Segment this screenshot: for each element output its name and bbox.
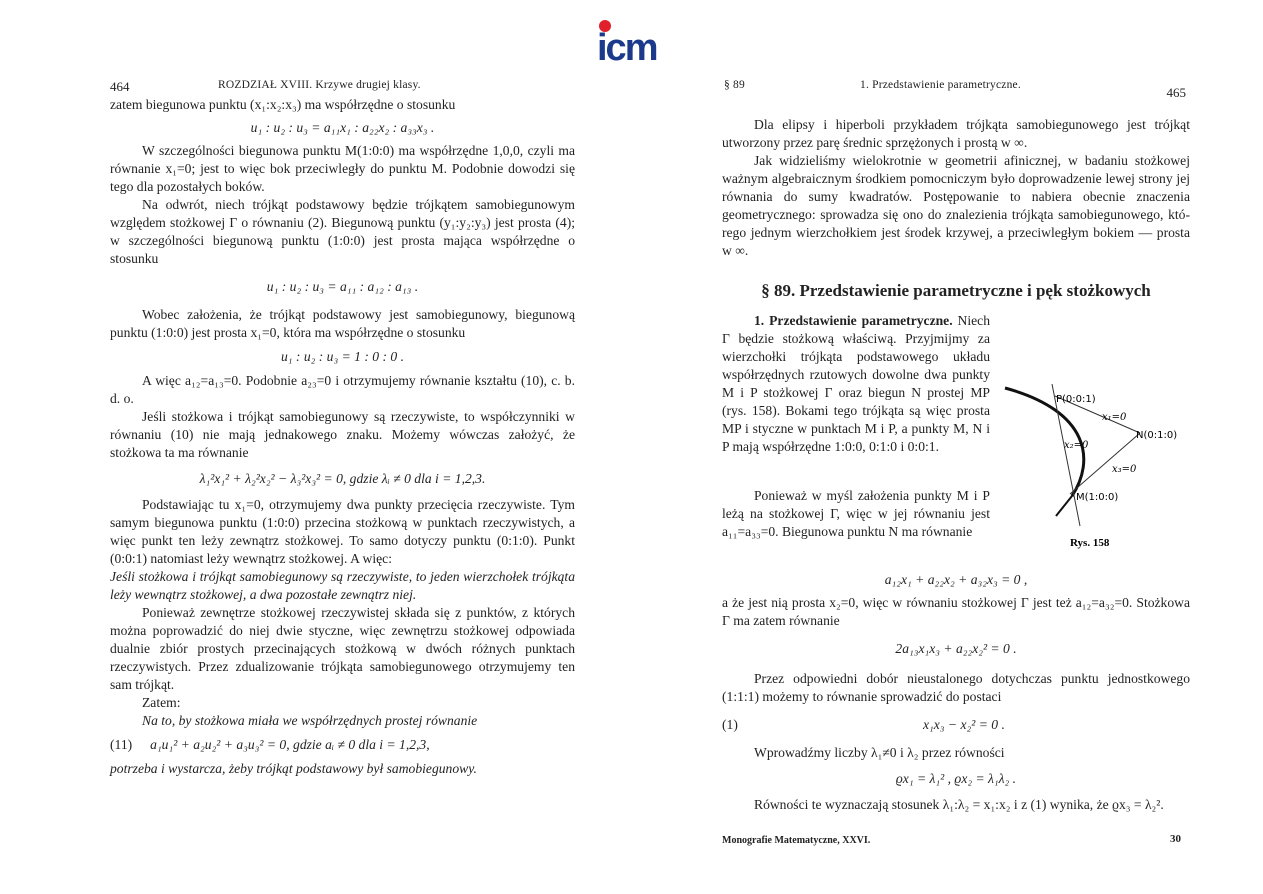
equation: 2a₁₃x₁x₃ + a₂₂x₂² = 0 . xyxy=(895,641,1017,656)
paragraph: Wobec założenia, że trójkąt podstawowy jest samobiegunowy, biegunową punktu (1:0:0) jest prosta x₁=0, która ma współrzędne o stosunku xyxy=(110,307,575,340)
paragraph: A więc a₁₂=a₁₃=0. Podobnie a₂₃=0 i otrzymujemy równanie kształtu (10), c. b. d. o. xyxy=(110,373,575,406)
footer-signature: 30 xyxy=(1170,833,1181,845)
equation-number: (1) xyxy=(722,717,738,732)
paragraph: Dla elipsy i hiperboli przykładem trójkąta samobiegunowego jest trójkąt utworzony przez parę średnic sprzężonych i prostą w ∞. xyxy=(722,117,1190,150)
subsection-heading: 1. Przedstawienie parametryczne. xyxy=(754,313,953,328)
equation: λ₁²x₁² + λ₂²x₂² − λ₃²x₃² = 0, gdzie λᵢ ≠ 0 dla i = 1,2,3. xyxy=(199,471,486,486)
right-lower xyxy=(722,566,1190,814)
figure-158 xyxy=(1000,376,1195,556)
left-header xyxy=(110,70,575,96)
equation: a₁u₁² + a₂u₂² + a₃u₃² = 0, gdzie aᵢ ≠ 0 dla i = 1,2,3, xyxy=(150,737,430,752)
equation: a₁₂x₁ + a₂₂x₂ + a₃₂x₃ = 0 , xyxy=(884,572,1028,587)
paragraph: Wprowadźmy liczby λ₁≠0 i λ₂ przez równości xyxy=(754,745,1005,760)
equation: u₁ : u₂ : u₃ = a₁₁x₁ : a₂₂x₂ : a₃₃x₃ . xyxy=(250,120,435,135)
paragraph: Zatem: xyxy=(142,695,181,710)
page-number: 464 xyxy=(110,79,130,94)
footer-series: Monografie Matematyczne, XXVI. xyxy=(722,835,871,846)
label-P: P(0:0:1) xyxy=(1056,394,1096,405)
paragraph-text: Niech Γ będzie stożkową właściwą. Przyjmijmy za wierzchołki trójkąta podstawowego układu współrzędnych rzutowych dowolne dwa punkty M i P stożkowej Γ oraz biegun N prostej MP (rys. 158). Bokami tego trójkąta są więc prosta MP i styczne w punktach M i P, a punkty M, N i P mają współrzędne 1:0:0, 0:1:0 i 0:0:1. xyxy=(722,313,990,454)
equation-number: (11) xyxy=(110,737,133,752)
paragraph: Jak widzieliśmy wielokrotnie w geometrii afinicznej, w badaniu stożkowej ważnym algebraicznym środkiem pomocniczym było doprowadzenie lewej strony jej równania do sumy kwadratów. Postępowanie to nabiera obecnie znaczenia geometrycznego: sprowadza się ono do znalezienia trójkąta samobiegunowego, którego jednym wierzchołkiem jest środek krzywej, a przeciwległym bokiem — prosta w ∞. xyxy=(722,153,1190,258)
paragraph: a że jest nią prosta x₂=0, więc w równaniu stożkowej Γ jest też a₁₂=a₃₂=0. Stożkowa Γ ma zatem równanie xyxy=(722,595,1190,628)
numbered-equation xyxy=(110,736,575,754)
paragraph: Na odwrót, niech trójkąt podstawowy będzie trójkątem samobiegunowym względem stożkowej Γ o równaniu (2). Biegunową punktu (y₁:y₂:y₃) jest prosta (4); w szczególności biegunową punktu (1:0:0) jest prosta mająca współrzędne o stosunku xyxy=(110,197,575,266)
paragraph: Ponieważ w myśl założenia punkty M i P leżą na stożkowej Γ, więc w jej równaniu jest a₁₁=a₃₃=0. Biegunowa punktu N ma równanie xyxy=(722,488,990,539)
svg-text:icm: icm xyxy=(597,27,657,64)
paragraph: W szczególności biegunowa punktu M(1:0:0) ma współrzędne 1,0,0, czyli ma równanie x₁=0; jest to więc bok przeciwległy do punktu M. Podobnie dowodzi się tego dla pozostałych boków. xyxy=(110,143,575,194)
equation: x₁x₃ − x₂² = 0 . xyxy=(922,717,1005,732)
right-header xyxy=(722,70,1190,100)
label-x3: x₃=0 xyxy=(1112,464,1137,475)
paragraph: Równości te wyznaczają stosunek λ₁:λ₂ = x₁:x₂ i z (1) wynika, że ϱx₃ = λ₂². xyxy=(754,797,1164,812)
paragraph: zatem biegunowa punktu (x₁:x₂:x₃) ma współrzędne o stosunku xyxy=(110,97,456,112)
label-x1: x₁=0 xyxy=(1102,412,1127,423)
theorem: Jeśli stożkowa i trójkąt samobiegunowy są rzeczywiste, to jeden wierzchołek trójkąta leży wewnątrz stożkowej, a dwa pozostałe zewnątrz niej. xyxy=(110,569,575,602)
equation: u₁ : u₂ : u₃ = a₁₁ : a₁₂ : a₁₃ . xyxy=(266,279,419,294)
paragraph: Ponieważ zewnętrze stożkowej rzeczywistej składa się z punktów, z których można poprowadzić do niej dwie styczne, więc zewnętrzu stożkowej odpowiada dualnie zbiór prostych przecinających stożkową w dwóch różnych punktach rzeczywistych. Przez zdualizowanie trójkąta samobiegunowego otrzymujemy ten sam trójkąt. xyxy=(110,605,575,692)
label-M: M(1:0:0) xyxy=(1076,492,1119,503)
label-N: N(0:1:0) xyxy=(1136,430,1178,441)
left-page xyxy=(110,70,575,778)
figure-caption: Rys. 158 xyxy=(1070,537,1110,549)
right-wrap-text xyxy=(722,487,990,541)
numbered-equation xyxy=(722,716,1190,734)
running-head: ROZDZIAŁ XVIII. Krzywe drugiej klasy. xyxy=(218,79,421,91)
page-number: 465 xyxy=(1166,85,1186,100)
theorem: potrzeba i wystarcza, żeby trójkąt podstawowy był samobiegunowy. xyxy=(110,761,477,776)
label-x2: x₂=0 xyxy=(1064,440,1089,451)
paragraph: Podstawiając tu x₁=0, otrzymujemy dwa punkty przecięcia rzeczywiste. Tym samym biegunowa punktu (1:0:0) przecina stożkową w punktach rzeczywistych, a więc punkt ten leży zewnątrz stożkowej. To samo dotyczy punktu (0:1:0). Punkt (0:0:1) natomiast leży wewnątrz stożkowej. A więc: xyxy=(110,497,575,566)
theorem: Na to, by stożkowa miała we współrzędnych prostej równanie xyxy=(142,713,478,728)
running-section: § 89 xyxy=(724,79,745,91)
paragraph: Jeśli stożkowa i trójkąt samobiegunowy są rzeczywiste, to współczynniki w równaniu (10) nie mają jednakowego znaku. Możemy wówczas założyć, że stożkowa ta ma równanie xyxy=(110,409,575,460)
icm-logo xyxy=(597,18,677,64)
section-title: § 89. Przedstawienie parametryczne i pęk stożkowych xyxy=(761,281,1151,300)
running-head: 1. Przedstawienie parametryczne. xyxy=(860,79,1021,91)
conic-curve-tail xyxy=(1056,496,1072,516)
equation: u₁ : u₂ : u₃ = 1 : 0 : 0 . xyxy=(280,349,405,364)
paragraph: Przez odpowiedni dobór nieustalonego dotychczas punktu jednostkowego (1:1:1) możemy to równanie sprowadzić do postaci xyxy=(722,671,1190,704)
equation: ϱx₁ = λ₁² , ϱx₂ = λ₁λ₂ . xyxy=(895,771,1017,786)
